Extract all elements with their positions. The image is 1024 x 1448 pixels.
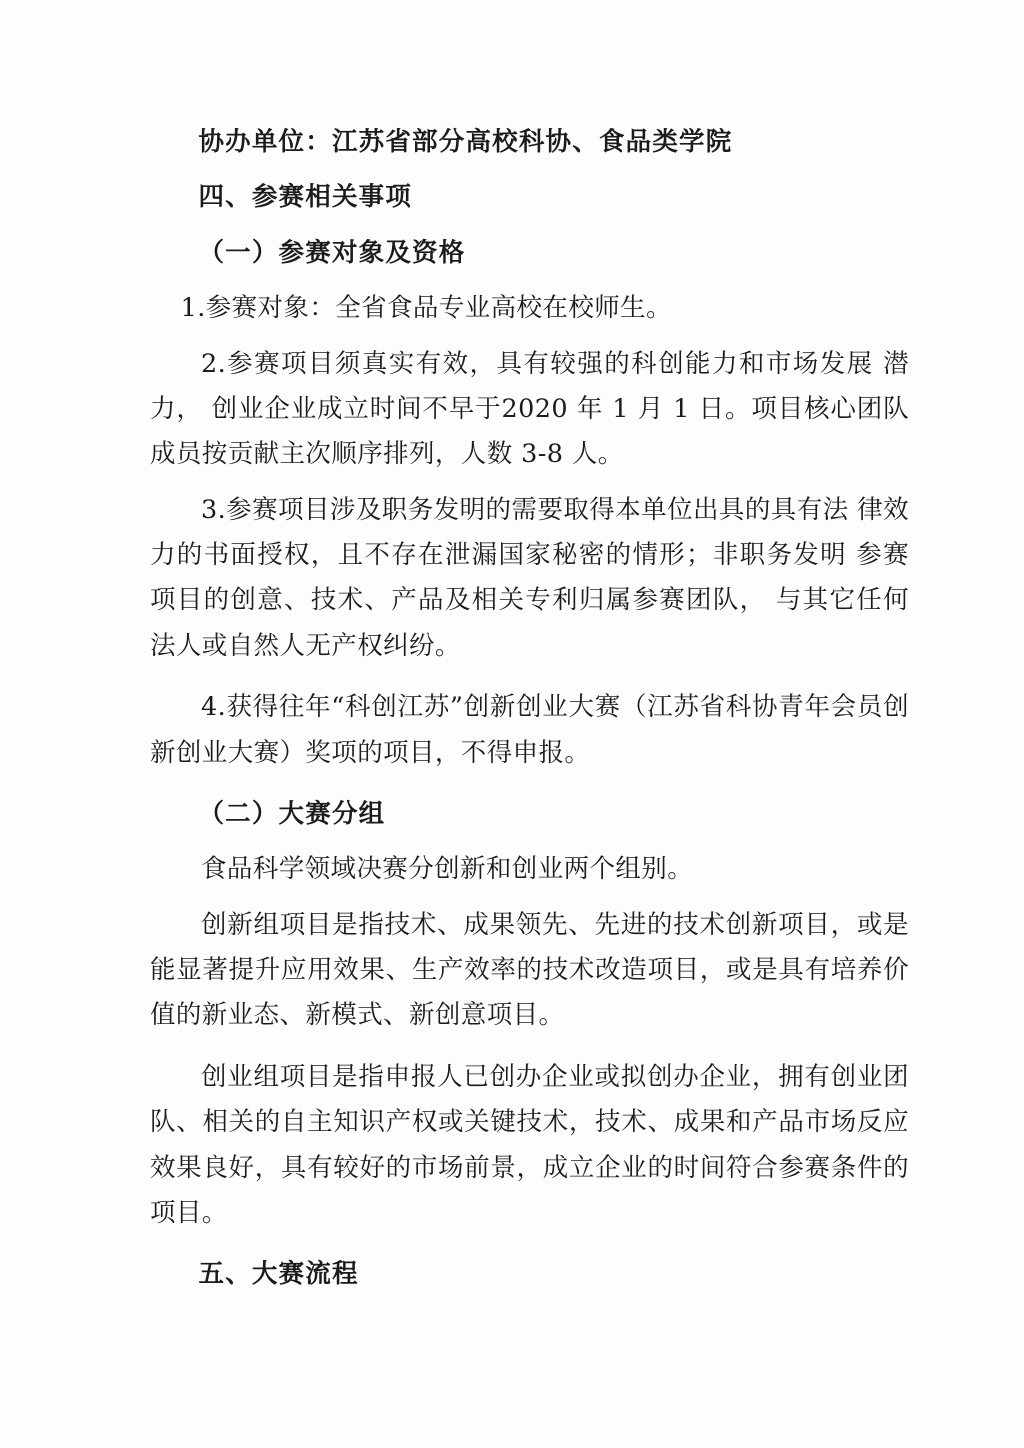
subsection-heading-two: （二）大赛分组 <box>198 798 386 829</box>
paragraph-group-innovation: 创新组项目是指技术、成果领先、先进的技术创新项目，或是能显著提升应用效果、生产效率的技术改造项目，或是具有培养价值的新业态、新模式、新创意项目。 <box>150 909 909 1031</box>
document-body <box>150 120 909 1298</box>
paragraph-spacer <box>150 1043 909 1055</box>
paragraph-item-2: 2.参赛项目须真实有效，具有较强的科创能力和市场发展 潜力， 创业企业成立时间不早于2020 年 1 月 1 日。项目核心团队成员按贡献主次顺序排列，人数 3-8 人。 <box>150 348 909 470</box>
paragraph-item-1: 1.参赛对象：全省食品专业高校在校师生。 <box>180 293 672 324</box>
co-organizer-line: 协办单位：江苏省部分高校科协、食品类学院 <box>198 127 733 157</box>
paragraph-group-intro: 食品科学领域决赛分创新和创业两个组别。 <box>201 854 694 885</box>
paragraph-item-4: 4.获得往年“科创江苏”创新创业大赛（江苏省科协青年会员创新创业大赛）奖项的项目，不得申报。 <box>150 692 909 768</box>
section-heading-four: 四、参赛相关事项 <box>198 182 413 213</box>
paragraph-item-3: 3.参赛项目涉及职务发明的需要取得本单位出具的具有法 律效力的书面授权，且不存在泄漏国家秘密的情形；非职务发明 参赛项目的创意、技术、产品及相关专利归属参赛团队， 与其它任何法人或自然人无产权纠纷。 <box>150 494 909 661</box>
paragraph-group-entrepreneurship: 创业组项目是指申报人已创办企业或拟创办企业，拥有创业团队、相关的自主知识产权或关键技术，技术、成果和产品市场反应效果良好，具有较好的市场前景，成立企业的时间符合参赛条件的项目。 <box>150 1061 909 1228</box>
section-heading-five: 五、大赛流程 <box>198 1259 359 1290</box>
subsection-heading-one: （一）参赛对象及资格 <box>198 237 466 268</box>
